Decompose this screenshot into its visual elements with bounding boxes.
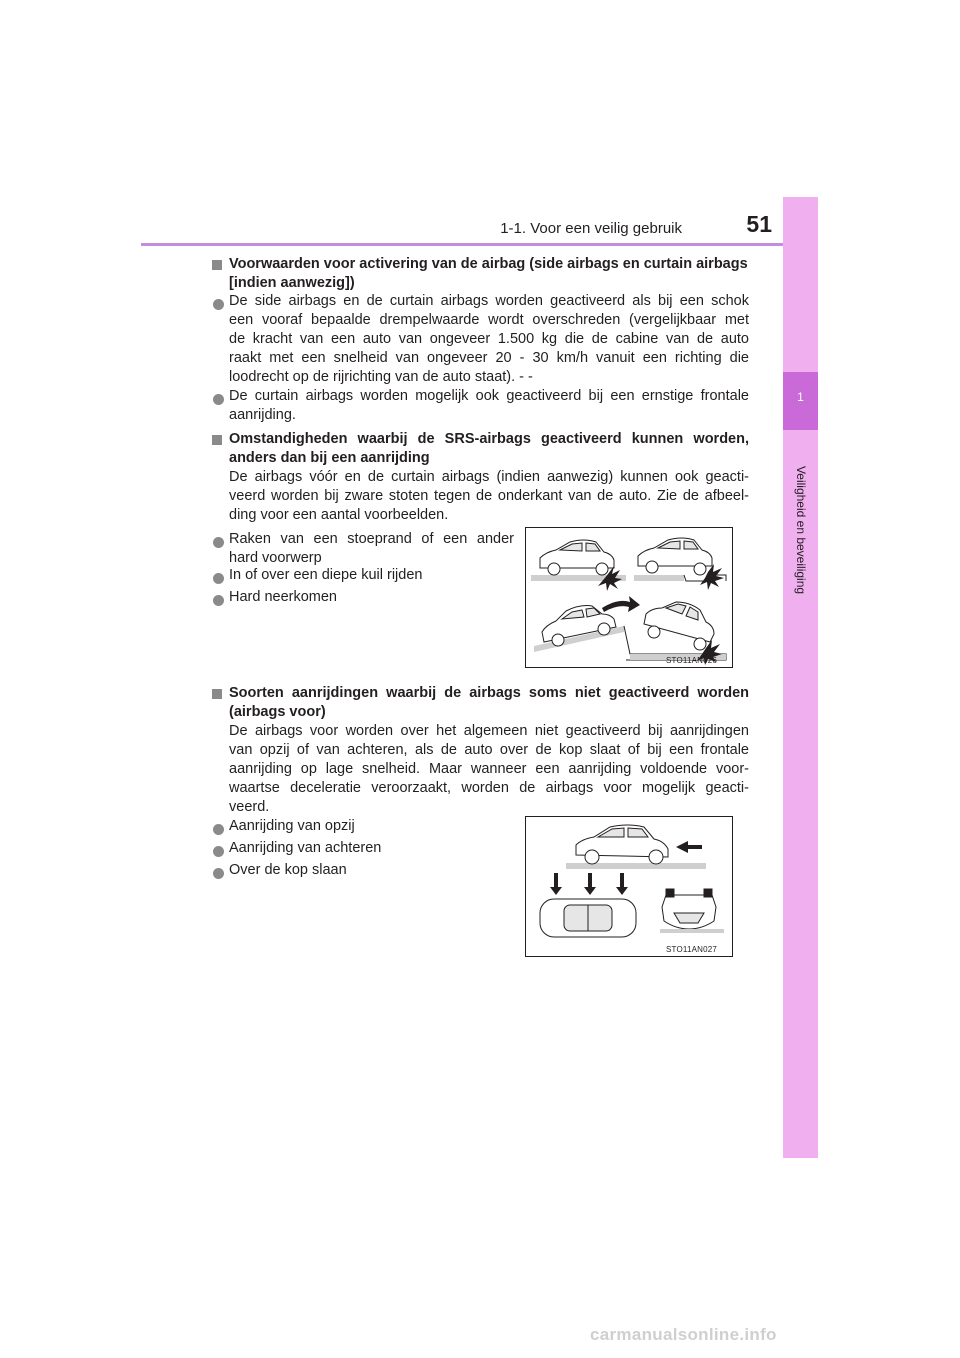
section-1-heading (229, 255, 749, 293)
text-line: de kracht van een auto van ongeveer 1.500 kg die de cabine van de auto (229, 331, 749, 347)
page-number: 51 (746, 211, 772, 237)
heading-line: (airbags voor) (229, 704, 326, 720)
section-2-bullet-1 (229, 530, 514, 568)
road-surface (660, 929, 724, 933)
figure-underbody-impacts (525, 527, 733, 668)
chapter-number: 1 (797, 390, 804, 404)
section-3-bullet-2: Aanrijding van achteren (229, 840, 382, 856)
side-impact-arrows (550, 873, 628, 895)
text-line: De airbags vóór en de curtain airbags (indien aanwezig) kunnen ook geacti- (229, 469, 749, 485)
figure-illustration (526, 817, 732, 956)
section-square-icon (212, 260, 222, 270)
section-title: 1-1. Voor een veilig gebruik (500, 220, 682, 237)
text-line: De curtain airbags worden mogelijk ook geactiveerd bij een ernstige frontale (229, 388, 749, 404)
section-1-bullet-2 (229, 387, 749, 425)
heading-line: anders dan bij een aanrijding (229, 450, 430, 466)
car-landing-icon (644, 602, 714, 650)
text-line: raakt met een snelheid van ongeveer 20 - 30 km/h vanuit een richting die (229, 350, 749, 366)
figure-code: STO11AN027 (666, 945, 718, 954)
section-3-bullet-3: Over de kop slaan (229, 862, 347, 878)
car-pothole-icon (638, 538, 712, 575)
heading-line: [indien aanwezig]) (229, 275, 355, 291)
section-square-icon (212, 689, 222, 699)
bullet-dot-icon (213, 537, 224, 548)
text-line: veerd worden bij zware stoten tegen de onderkant van de auto. Zie de afbeel- (229, 488, 749, 504)
bullet-dot-icon (213, 824, 224, 835)
watermark: carmanualsonline.info (590, 1325, 777, 1344)
figure-code: STO11AN026 (666, 656, 718, 665)
bullet-dot-icon (213, 394, 224, 405)
section-3-paragraph (229, 722, 749, 817)
header-rule (141, 243, 818, 246)
impact-arrow-icon (676, 841, 702, 853)
bullet-dot-icon (213, 868, 224, 879)
text-line: aanrijding op lage snelheid. Maar wanneer een aanrijding voldoende voor- (229, 761, 749, 777)
text-line: hard voorwerp (229, 550, 322, 566)
text-line: De side airbags en de curtain airbags worden geactiveerd als bij een schok (229, 293, 749, 309)
text-line: ding voor een aantal voorbeelden. (229, 507, 449, 523)
text-line: aanrijding. (229, 407, 296, 423)
text-line: loodrecht op de rijrichting van de auto staat). - - (229, 369, 533, 385)
text-line: van opzij of van achteren, als de auto over de kop slaat of bij een frontale (229, 742, 749, 758)
text-line: een vooraf bepaalde drempelwaarde wordt overschreden (vergelijkbaar met (229, 312, 749, 328)
text-line: waartse deceleratie veroorzaakt, worden de airbags voor mogelijk geacti- (229, 780, 749, 796)
chapter-title: Veiligheid en beveiliging (794, 465, 808, 595)
text-line: veerd. (229, 799, 270, 815)
section-2-bullet-3: Hard neerkomen (229, 589, 337, 605)
section-1-bullet-1 (229, 292, 749, 387)
text-line: De airbags voor worden over het algemeen niet geactiveerd bij aanrijdingen (229, 723, 749, 739)
figure-collision-types (525, 816, 733, 957)
bullet-dot-icon (213, 595, 224, 606)
bullet-dot-icon (213, 299, 224, 310)
bullet-dot-icon (213, 846, 224, 857)
car-curb-icon (540, 540, 614, 575)
section-square-icon (212, 435, 222, 445)
car-rollover-icon (662, 889, 716, 929)
bullet-dot-icon (213, 573, 224, 584)
road-surface (566, 863, 706, 869)
section-2-bullet-2: In of over een diepe kuil rijden (229, 567, 423, 583)
section-3-bullet-1: Aanrijding van opzij (229, 818, 355, 834)
chapter-side-tab (783, 197, 818, 1158)
section-2-paragraph (229, 468, 749, 525)
text-line: Raken van een stoeprand of een ander (229, 531, 514, 547)
heading-line: Omstandigheden waarbij de SRS-airbags geactiveerd kunnen worden, (229, 431, 749, 447)
motion-arrow-icon (602, 596, 640, 612)
section-2-heading (229, 430, 749, 468)
figure-illustration (526, 528, 732, 667)
heading-line: Voorwaarden voor activering van de airbag (side airbags en curtain airbags (229, 256, 748, 272)
car-top-view-icon (540, 899, 636, 937)
car-side-view-icon (576, 825, 668, 864)
heading-line: Soorten aanrijdingen waarbij de airbags soms niet geactiveerd worden (229, 685, 749, 701)
road-surface (634, 575, 684, 581)
section-3-heading (229, 684, 749, 722)
